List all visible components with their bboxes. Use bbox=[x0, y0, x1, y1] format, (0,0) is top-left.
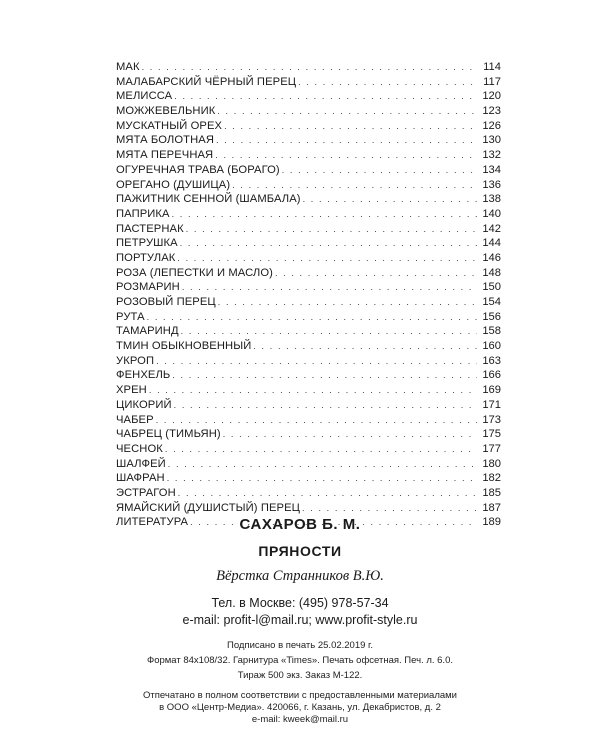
toc-leader-dots bbox=[215, 148, 477, 163]
toc-leader-dots bbox=[216, 133, 477, 148]
toc-entry-title: ШАЛФЕЙ bbox=[116, 457, 166, 470]
toc-entry-title: МАЛАБАРСКИЙ ЧЁРНЫЙ ПЕРЕЦ bbox=[116, 75, 297, 88]
toc-leader-dots bbox=[149, 383, 477, 398]
toc-entry-title: РОЗА (ЛЕПЕСТКИ И МАСЛО) bbox=[116, 266, 273, 279]
toc-entry bbox=[116, 442, 501, 457]
toc-leader-dots bbox=[298, 75, 477, 90]
toc-leader-dots bbox=[156, 413, 477, 428]
toc-entry-page: 130 bbox=[482, 134, 501, 147]
toc-entry-title: ЧАБЕР bbox=[116, 413, 154, 426]
toc-entry-page: 169 bbox=[482, 384, 501, 397]
toc-entry-title: РУТА bbox=[116, 310, 145, 323]
toc-entry bbox=[116, 236, 501, 251]
publisher-contacts: e-mail: profit-l@mail.ru; www.profit-style.ru bbox=[182, 613, 418, 627]
toc-entry bbox=[116, 163, 501, 178]
toc-entry-title: ФЕНХЕЛЬ bbox=[116, 369, 171, 382]
toc-entry-page: 180 bbox=[482, 457, 501, 470]
toc-leader-dots bbox=[177, 251, 477, 266]
toc-entry-title: ОГУРЕЧНАЯ ТРАВА (БОРАГО) bbox=[116, 163, 280, 176]
toc-entry bbox=[116, 295, 501, 310]
toc-leader-dots bbox=[223, 427, 477, 442]
toc-leader-dots bbox=[178, 486, 477, 501]
toc-entry-page: 156 bbox=[482, 310, 501, 323]
toc-entry-page: 140 bbox=[482, 207, 501, 220]
table-of-contents bbox=[116, 60, 501, 530]
toc-entry bbox=[116, 104, 501, 119]
toc-leader-dots bbox=[142, 60, 477, 75]
toc-leader-dots bbox=[232, 178, 477, 193]
toc-entry-page: 148 bbox=[482, 266, 501, 279]
toc-leader-dots bbox=[275, 266, 477, 281]
toc-entry-title: ХРЕН bbox=[116, 384, 147, 397]
toc-entry bbox=[116, 280, 501, 295]
toc-entry-title: ЛИТЕРАТУРА bbox=[116, 516, 189, 529]
toc-entry bbox=[116, 75, 501, 90]
toc-entry-page: 185 bbox=[482, 486, 501, 499]
toc-entry bbox=[116, 383, 501, 398]
toc-entry-title: ПАПРИКА bbox=[116, 207, 170, 220]
toc-leader-dots bbox=[186, 222, 477, 237]
toc-entry-title: МАК bbox=[116, 61, 140, 73]
toc-leader-dots bbox=[303, 192, 477, 207]
toc-leader-dots bbox=[174, 398, 477, 413]
author-name: САХАРОВ Б. М. bbox=[239, 516, 361, 533]
toc-leader-dots bbox=[165, 442, 477, 457]
toc-entry-page: 114 bbox=[483, 61, 501, 73]
toc-entry bbox=[116, 310, 501, 325]
book-title: ПРЯНОСТИ bbox=[258, 543, 342, 559]
layout-credit: Вёрстка Странников В.Ю. bbox=[216, 568, 384, 584]
toc-entry bbox=[116, 60, 501, 75]
toc-entry-title: МЯТА БОЛОТНАЯ bbox=[116, 134, 215, 147]
toc-entry-page: 171 bbox=[482, 398, 501, 411]
toc-entry-page: 158 bbox=[482, 325, 501, 338]
toc-entry-page: 166 bbox=[482, 369, 501, 382]
toc-leader-dots bbox=[168, 457, 477, 472]
print-format: Формат 84x108/32. Гарнитура «Times». Печать офсетная. Печ. л. 6.0. bbox=[146, 655, 453, 666]
printing-house bbox=[100, 690, 500, 713]
toc-entry bbox=[116, 119, 501, 134]
toc-leader-dots bbox=[218, 295, 477, 310]
toc-entry-page: 134 bbox=[482, 163, 501, 176]
toc-entry bbox=[116, 413, 501, 428]
toc-entry-title: ПАЖИТНИК СЕННОЙ (ШАМБАЛА) bbox=[116, 193, 301, 206]
toc-entry bbox=[116, 398, 501, 413]
toc-entry-page: 187 bbox=[482, 501, 501, 514]
toc-entry bbox=[116, 486, 501, 501]
toc-entry-page: 182 bbox=[482, 472, 501, 485]
toc-entry-page: 177 bbox=[482, 442, 501, 455]
toc-entry-page: 126 bbox=[482, 119, 501, 132]
toc-entry-title: УКРОП bbox=[116, 354, 155, 367]
toc-entry-title: РОЗМАРИН bbox=[116, 281, 180, 294]
toc-entry-page: 189 bbox=[482, 516, 501, 529]
print-run: Тираж 500 экз. Заказ М-122. bbox=[237, 670, 363, 681]
toc-entry-title: ПЕТРУШКА bbox=[116, 237, 178, 250]
toc-leader-dots bbox=[172, 207, 477, 222]
toc-entry-title: МЕЛИССА bbox=[116, 90, 173, 103]
toc-leader-dots bbox=[224, 119, 477, 134]
toc-entry bbox=[116, 324, 501, 339]
toc-entry-page: 123 bbox=[482, 105, 501, 118]
publisher-phone: Тел. в Москве: (495) 978-57-34 bbox=[211, 596, 389, 610]
toc-entry-page: 160 bbox=[482, 340, 501, 353]
toc-entry bbox=[116, 89, 501, 104]
toc-entry-title: РОЗОВЫЙ ПЕРЕЦ bbox=[116, 296, 216, 308]
toc-leader-dots bbox=[147, 310, 477, 325]
toc-entry-page: 163 bbox=[482, 354, 501, 367]
toc-leader-dots bbox=[172, 368, 477, 383]
toc-entry-page: 138 bbox=[482, 193, 501, 206]
toc-leader-dots bbox=[282, 163, 477, 178]
toc-leader-dots bbox=[156, 354, 477, 369]
toc-entry bbox=[116, 266, 501, 281]
toc-leader-dots bbox=[217, 104, 477, 119]
toc-entry-title: ЧЕСНОК bbox=[116, 442, 163, 455]
toc-entry-page: 120 bbox=[482, 90, 501, 103]
toc-entry bbox=[116, 222, 501, 237]
toc-entry bbox=[116, 192, 501, 207]
toc-entry-title: ТАМАРИНД bbox=[116, 325, 179, 338]
toc-entry-title: ПОРТУЛАК bbox=[116, 251, 176, 264]
signed-to-print: Подписано в печать 25.02.2019 г. bbox=[227, 640, 373, 651]
toc-entry bbox=[116, 178, 501, 193]
toc-entry-page: 173 bbox=[482, 413, 501, 426]
printing-house-email: e-mail: kweek@mail.ru bbox=[251, 714, 349, 725]
toc-entry-title: ПАСТЕРНАК bbox=[116, 222, 184, 235]
toc-entry-title: ТМИН ОБЫКНОВЕННЫЙ bbox=[116, 340, 252, 353]
toc-entry-page: 175 bbox=[482, 428, 501, 441]
toc-entry-title: ШАФРАН bbox=[116, 472, 165, 485]
toc-entry-page: 150 bbox=[482, 281, 501, 294]
toc-entry-page: 117 bbox=[483, 75, 501, 88]
toc-leader-dots bbox=[174, 89, 477, 104]
printing-house-line-1: Отпечатано в полном соответствии с предоставленными материалами bbox=[143, 690, 457, 701]
toc-entry bbox=[116, 207, 501, 222]
toc-entry bbox=[116, 251, 501, 266]
toc-leader-dots bbox=[181, 324, 477, 339]
toc-entry-title: ЦИКОРИЙ bbox=[116, 398, 172, 411]
toc-entry bbox=[116, 148, 501, 163]
toc-entry bbox=[116, 501, 501, 516]
toc-entry-page: 144 bbox=[482, 237, 501, 250]
toc-leader-dots bbox=[167, 471, 477, 486]
toc-entry bbox=[116, 354, 501, 369]
toc-entry-title: ЭСТРАГОН bbox=[116, 486, 176, 499]
toc-entry-page: 132 bbox=[482, 149, 501, 162]
toc-entry-title: МОЖЖЕВЕЛЬНИК bbox=[116, 105, 216, 118]
toc-entry-title: МУСКАТНЫЙ ОРЕХ bbox=[116, 119, 223, 132]
toc-entry-title: МЯТА ПЕРЕЧНАЯ bbox=[116, 149, 214, 162]
toc-entry bbox=[116, 457, 501, 472]
toc-entry bbox=[116, 339, 501, 354]
toc-leader-dots bbox=[180, 236, 477, 251]
toc-entry bbox=[116, 368, 501, 383]
toc-entry-title: ОРЕГАНО (ДУШИЦА) bbox=[116, 178, 231, 191]
printing-house-line-2: в ООО «Центр-Медиа». 420066, г. Казань, ул. Декабристов, д. 2 bbox=[159, 701, 441, 713]
toc-entry-page: 136 bbox=[482, 178, 501, 191]
toc-entry bbox=[116, 427, 501, 442]
toc-entry-title: ЯМАЙСКИЙ (ДУШИСТЫЙ) ПЕРЕЦ bbox=[116, 501, 301, 514]
toc-leader-dots bbox=[253, 339, 477, 354]
toc-entry-page: 154 bbox=[482, 296, 501, 308]
toc-leader-dots bbox=[182, 280, 477, 295]
toc-entry-page: 142 bbox=[482, 222, 501, 235]
toc-entry bbox=[116, 133, 501, 148]
toc-entry-page: 146 bbox=[482, 251, 501, 264]
toc-leader-dots bbox=[302, 501, 477, 516]
toc-entry bbox=[116, 471, 501, 486]
toc-entry-title: ЧАБРЕЦ (ТИМЬЯН) bbox=[116, 428, 221, 441]
